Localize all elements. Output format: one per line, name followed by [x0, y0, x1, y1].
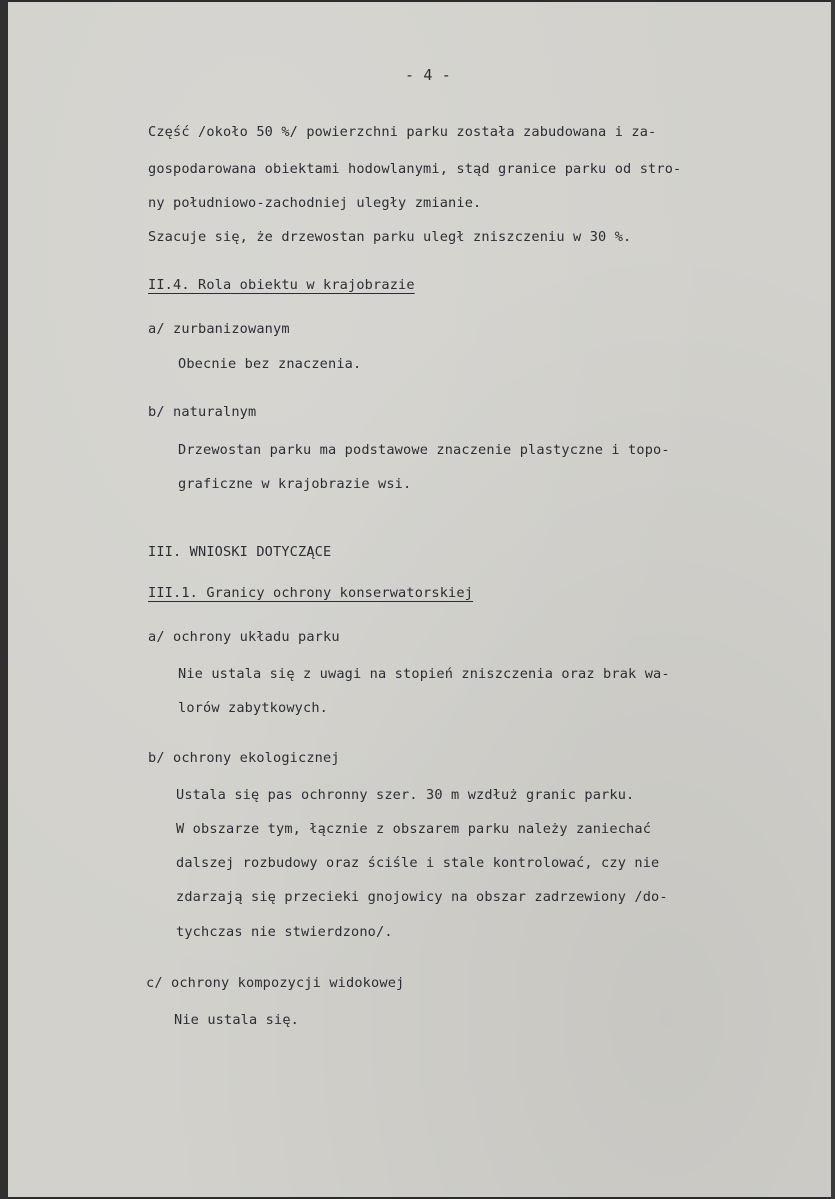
- item-text-line: Drzewostan parku ma podstawowe znaczenie plastyczne i topo-: [178, 442, 670, 458]
- item-text-line: Nie ustala się z uwagi na stopień zniszczenia oraz brak wa-: [178, 666, 670, 682]
- section-heading-III1: III.1. Granicy ochrony konserwatorskiej: [148, 585, 474, 601]
- item-label-b: b/ naturalnym: [148, 404, 257, 420]
- section-heading-II4: II.4. Rola obiektu w krajobrazie: [148, 277, 415, 293]
- item-text-line: dalszej rozbudowy oraz ściśle i stale kontrolować, czy nie: [176, 855, 660, 871]
- item-label-a: a/ ochrony układu parku: [148, 629, 340, 645]
- item-text-line: tychczas nie stwierdzono/.: [176, 924, 393, 940]
- item-text-line: Ustala się pas ochronny szer. 30 m wzdłuż granic parku.: [176, 787, 635, 803]
- item-text-line: lorów zabytkowych.: [178, 700, 329, 716]
- paragraph-line: Część /około 50 %/ powierzchni parku została zabudowana i za-: [148, 124, 657, 140]
- item-label-c: c/ ochrony kompozycji widokowej: [146, 975, 405, 991]
- item-text-line: W obszarze tym, łącznie z obszarem parku należy zaniechać: [176, 821, 652, 837]
- item-text: Obecnie bez znaczenia.: [178, 356, 362, 372]
- item-text: Nie ustala się.: [174, 1012, 300, 1028]
- item-label-b: b/ ochrony ekologicznej: [148, 750, 340, 766]
- item-text-line: graficzne w krajobrazie wsi.: [178, 476, 412, 492]
- paragraph-line: Szacuje się, że drzewostan parku uległ zniszczeniu w 30 %.: [148, 229, 632, 245]
- item-text-line: zdarzają się przecieki gnojowicy na obszar zadrzewiony /do-: [176, 889, 668, 905]
- paragraph-line: gospodarowana obiektami hodowlanymi, stąd granice parku od stro-: [148, 161, 682, 177]
- scan-left-edge: [0, 0, 8, 1199]
- section-heading-III: III. WNIOSKI DOTYCZĄCE: [148, 544, 332, 560]
- scan-right-edge: [831, 0, 835, 1199]
- item-label-a: a/ zurbanizowanym: [148, 321, 290, 337]
- page-number: - 4 -: [405, 66, 451, 84]
- paragraph-line: ny południowo-zachodniej uległy zmianie.: [148, 195, 482, 211]
